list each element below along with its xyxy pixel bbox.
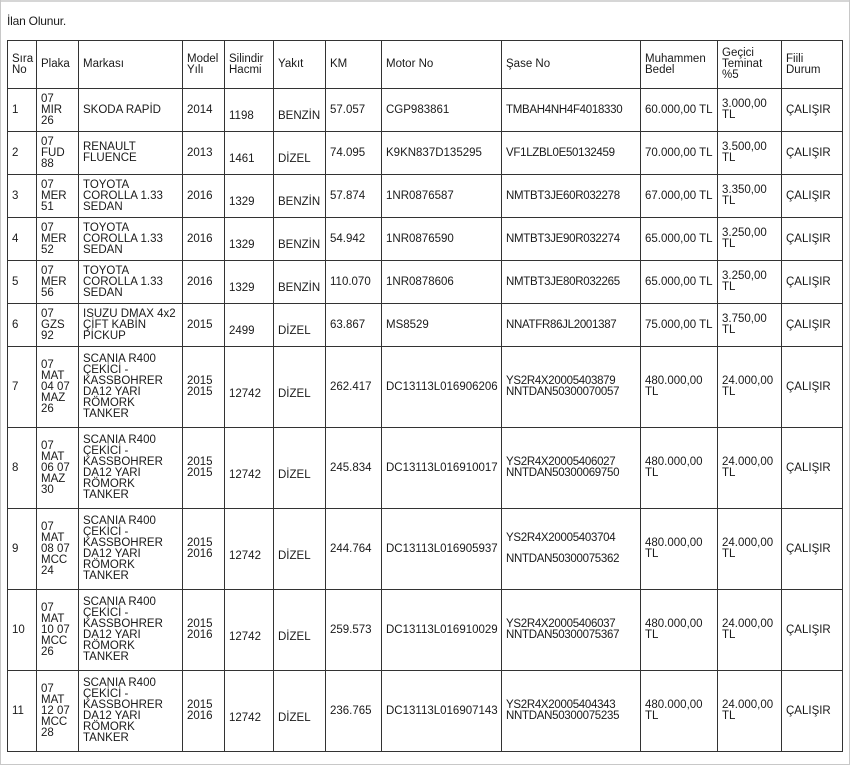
header-sira: Sıra No <box>8 41 37 89</box>
cell-sira: 4 <box>8 218 37 261</box>
cell-muhammen: 75.000,00 TL <box>641 304 718 347</box>
cell-teminat: 24.000,00 TL <box>718 347 782 428</box>
cell-silindir: 12742 <box>225 428 274 509</box>
cell-teminat: 3.250,00 TL <box>718 218 782 261</box>
cell-plaka: 07 MIR 26 <box>37 89 79 132</box>
cell-markasi: SCANIA R400 ÇEKİCİ - KASSBOHRER DA12 YARI RÖMORK TANKER <box>79 347 183 428</box>
cell-fiili: ÇALIŞIR <box>782 218 843 261</box>
cell-muhammen: 65.000,00 TL <box>641 261 718 304</box>
table-row <box>8 671 843 752</box>
cell-teminat: 3.250,00 TL <box>718 261 782 304</box>
cell-model: 2014 <box>183 89 225 132</box>
cell-model: 2015 2015 <box>183 428 225 509</box>
cell-km: 259.573 <box>326 590 382 671</box>
cell-motor: MS8529 <box>382 304 502 347</box>
cell-markasi: TOYOTA COROLLA 1.33 SEDAN <box>79 175 183 218</box>
table-row <box>8 175 843 218</box>
cell-motor: DC13113L016906206 <box>382 347 502 428</box>
cell-teminat: 3.000,00 TL <box>718 89 782 132</box>
cell-plaka: 07 MER 56 <box>37 261 79 304</box>
header-fiili: Fiili Durum <box>782 41 843 89</box>
cell-model: 2015 2016 <box>183 590 225 671</box>
cell-yakit: BENZİN <box>274 89 326 132</box>
table-row <box>8 218 843 261</box>
cell-sase: YS2R4X20005403879 NNTDAN50300070057 <box>502 347 641 428</box>
header-sase: Şase No <box>502 41 641 89</box>
cell-plaka: 07 GZS 92 <box>37 304 79 347</box>
cell-teminat: 3.500,00 TL <box>718 132 782 175</box>
cell-motor: K9KN837D135295 <box>382 132 502 175</box>
header-markasi: Markası <box>79 41 183 89</box>
cell-motor: DC13113L016907143 <box>382 671 502 752</box>
cell-silindir: 12742 <box>225 671 274 752</box>
cell-motor: 1NR0878606 <box>382 261 502 304</box>
cell-fiili: ÇALIŞIR <box>782 304 843 347</box>
cell-fiili: ÇALIŞIR <box>782 347 843 428</box>
cell-sase: NMTBT3JE60R032278 <box>502 175 641 218</box>
cell-silindir: 12742 <box>225 590 274 671</box>
cell-silindir: 1329 <box>225 261 274 304</box>
cell-plaka: 07 MAT 10 07 MCC 26 <box>37 590 79 671</box>
cell-sira: 6 <box>8 304 37 347</box>
cell-muhammen: 70.000,00 TL <box>641 132 718 175</box>
cell-km: 57.874 <box>326 175 382 218</box>
cell-sase: YS2R4X20005403704 NNTDAN50300075362 <box>502 509 641 590</box>
cell-silindir: 2499 <box>225 304 274 347</box>
cell-muhammen: 60.000,00 TL <box>641 89 718 132</box>
cell-model: 2015 2015 <box>183 347 225 428</box>
cell-km: 236.765 <box>326 671 382 752</box>
cell-silindir: 1329 <box>225 218 274 261</box>
cell-markasi: TOYOTA COROLLA 1.33 SEDAN <box>79 261 183 304</box>
cell-fiili: ÇALIŞIR <box>782 261 843 304</box>
cell-silindir: 12742 <box>225 347 274 428</box>
cell-fiili: ÇALIŞIR <box>782 175 843 218</box>
cell-yakit: BENZİN <box>274 175 326 218</box>
cell-km: 63.867 <box>326 304 382 347</box>
cell-plaka: 07 MAT 04 07 MAZ 26 <box>37 347 79 428</box>
cell-sira: 10 <box>8 590 37 671</box>
cell-markasi: SCANIA R400 ÇEKİCİ - KASSBOHRER DA12 YARI RÖMORK TANKER <box>79 671 183 752</box>
cell-sase: YS2R4X20005404343 NNTDAN50300075235 <box>502 671 641 752</box>
cell-sira: 3 <box>8 175 37 218</box>
cell-silindir: 1329 <box>225 175 274 218</box>
cell-sira: 5 <box>8 261 37 304</box>
cell-plaka: 07 MER 52 <box>37 218 79 261</box>
cell-plaka: 07 MAT 08 07 MCC 24 <box>37 509 79 590</box>
table-row <box>8 590 843 671</box>
cell-yakit: DİZEL <box>274 671 326 752</box>
cell-muhammen: 480.000,00 TL <box>641 428 718 509</box>
cell-km: 244.764 <box>326 509 382 590</box>
cell-teminat: 24.000,00 TL <box>718 671 782 752</box>
header-model: Model Yılı <box>183 41 225 89</box>
cell-fiili: ÇALIŞIR <box>782 509 843 590</box>
cell-sase: YS2R4X20005406027 NNTDAN50300069750 <box>502 428 641 509</box>
cell-model: 2015 2016 <box>183 509 225 590</box>
cell-yakit: BENZİN <box>274 261 326 304</box>
cell-sase: TMBAH4NH4F4018330 <box>502 89 641 132</box>
cell-muhammen: 480.000,00 TL <box>641 347 718 428</box>
cell-markasi: SCANIA R400 ÇEKİCİ - KASSBOHRER DA12 YARI RÖMORK TANKER <box>79 509 183 590</box>
cell-silindir: 1198 <box>225 89 274 132</box>
cell-markasi: TOYOTA COROLLA 1.33 SEDAN <box>79 218 183 261</box>
cell-model: 2013 <box>183 132 225 175</box>
cell-plaka: 07 MAT 06 07 MAZ 30 <box>37 428 79 509</box>
cell-motor: 1NR0876590 <box>382 218 502 261</box>
cell-sira: 1 <box>8 89 37 132</box>
cell-sase: NMTBT3JE80R032265 <box>502 261 641 304</box>
cell-sira: 11 <box>8 671 37 752</box>
cell-yakit: DİZEL <box>274 347 326 428</box>
cell-model: 2016 <box>183 261 225 304</box>
cell-yakit: DİZEL <box>274 590 326 671</box>
cell-km: 245.834 <box>326 428 382 509</box>
cell-sase: NNATFR86JL2001387 <box>502 304 641 347</box>
cell-silindir: 1461 <box>225 132 274 175</box>
cell-fiili: ÇALIŞIR <box>782 132 843 175</box>
cell-markasi: ISUZU DMAX 4x2 ÇİFT KABİN PİCKUP <box>79 304 183 347</box>
cell-km: 110.070 <box>326 261 382 304</box>
cell-yakit: DİZEL <box>274 509 326 590</box>
cell-sase: VF1LZBL0E50132459 <box>502 132 641 175</box>
table-row <box>8 89 843 132</box>
cell-sira: 7 <box>8 347 37 428</box>
cell-plaka: 07 FUD 88 <box>37 132 79 175</box>
table-header-row <box>8 41 843 89</box>
cell-markasi: SCANIA R400 ÇEKİCİ - KASSBOHRER DA12 YARI RÖMORK TANKER <box>79 590 183 671</box>
cell-fiili: ÇALIŞIR <box>782 671 843 752</box>
cell-km: 74.095 <box>326 132 382 175</box>
cell-model: 2015 <box>183 304 225 347</box>
cell-muhammen: 65.000,00 TL <box>641 218 718 261</box>
cell-model: 2016 <box>183 218 225 261</box>
cell-yakit: DİZEL <box>274 132 326 175</box>
cell-model: 2016 <box>183 175 225 218</box>
cell-sase: NMTBT3JE90R032274 <box>502 218 641 261</box>
cell-sase: YS2R4X20005406037 NNTDAN50300075367 <box>502 590 641 671</box>
cell-model: 2015 2016 <box>183 671 225 752</box>
table-row <box>8 509 843 590</box>
header-yakit: Yakıt <box>274 41 326 89</box>
header-motor: Motor No <box>382 41 502 89</box>
cell-sira: 2 <box>8 132 37 175</box>
cell-fiili: ÇALIŞIR <box>782 590 843 671</box>
cell-motor: DC13113L016905937 <box>382 509 502 590</box>
cell-markasi: SKODA RAPİD <box>79 89 183 132</box>
cell-km: 54.942 <box>326 218 382 261</box>
cell-markasi: RENAULT FLUENCE <box>79 132 183 175</box>
table-row <box>8 261 843 304</box>
header-plaka: Plaka <box>37 41 79 89</box>
header-muhammen: Muhammen Bedel <box>641 41 718 89</box>
cell-km: 57.057 <box>326 89 382 132</box>
cell-plaka: 07 MER 51 <box>37 175 79 218</box>
cell-yakit: DİZEL <box>274 304 326 347</box>
cell-motor: CGP983861 <box>382 89 502 132</box>
cell-km: 262.417 <box>326 347 382 428</box>
cell-yakit: DİZEL <box>274 428 326 509</box>
header-teminat: Geçici Teminat %5 <box>718 41 782 89</box>
cell-muhammen: 480.000,00 TL <box>641 590 718 671</box>
cell-motor: DC13113L016910017 <box>382 428 502 509</box>
table-row <box>8 132 843 175</box>
cell-teminat: 24.000,00 TL <box>718 590 782 671</box>
cell-muhammen: 67.000,00 TL <box>641 175 718 218</box>
cell-teminat: 24.000,00 TL <box>718 428 782 509</box>
table-row <box>8 428 843 509</box>
cell-teminat: 3.350,00 TL <box>718 175 782 218</box>
cell-yakit: BENZİN <box>274 218 326 261</box>
header-km: KM <box>326 41 382 89</box>
cell-silindir: 12742 <box>225 509 274 590</box>
cell-motor: 1NR0876587 <box>382 175 502 218</box>
table-row <box>8 304 843 347</box>
cell-teminat: 3.750,00 TL <box>718 304 782 347</box>
cell-motor: DC13113L016910029 <box>382 590 502 671</box>
cell-sira: 9 <box>8 509 37 590</box>
cell-markasi: SCANIA R400 ÇEKİCİ - KASSBOHRER DA12 YARI RÖMORK TANKER <box>79 428 183 509</box>
header-silindir: Silindir Hacmi <box>225 41 274 89</box>
table-row <box>8 347 843 428</box>
cell-fiili: ÇALIŞIR <box>782 428 843 509</box>
cell-fiili: ÇALIŞIR <box>782 89 843 132</box>
announcement-caption: İlan Olunur. <box>7 14 66 28</box>
cell-sira: 8 <box>8 428 37 509</box>
vehicle-auction-table <box>7 40 843 752</box>
cell-muhammen: 480.000,00 TL <box>641 671 718 752</box>
cell-plaka: 07 MAT 12 07 MCC 28 <box>37 671 79 752</box>
cell-muhammen: 480.000,00 TL <box>641 509 718 590</box>
cell-teminat: 24.000,00 TL <box>718 509 782 590</box>
